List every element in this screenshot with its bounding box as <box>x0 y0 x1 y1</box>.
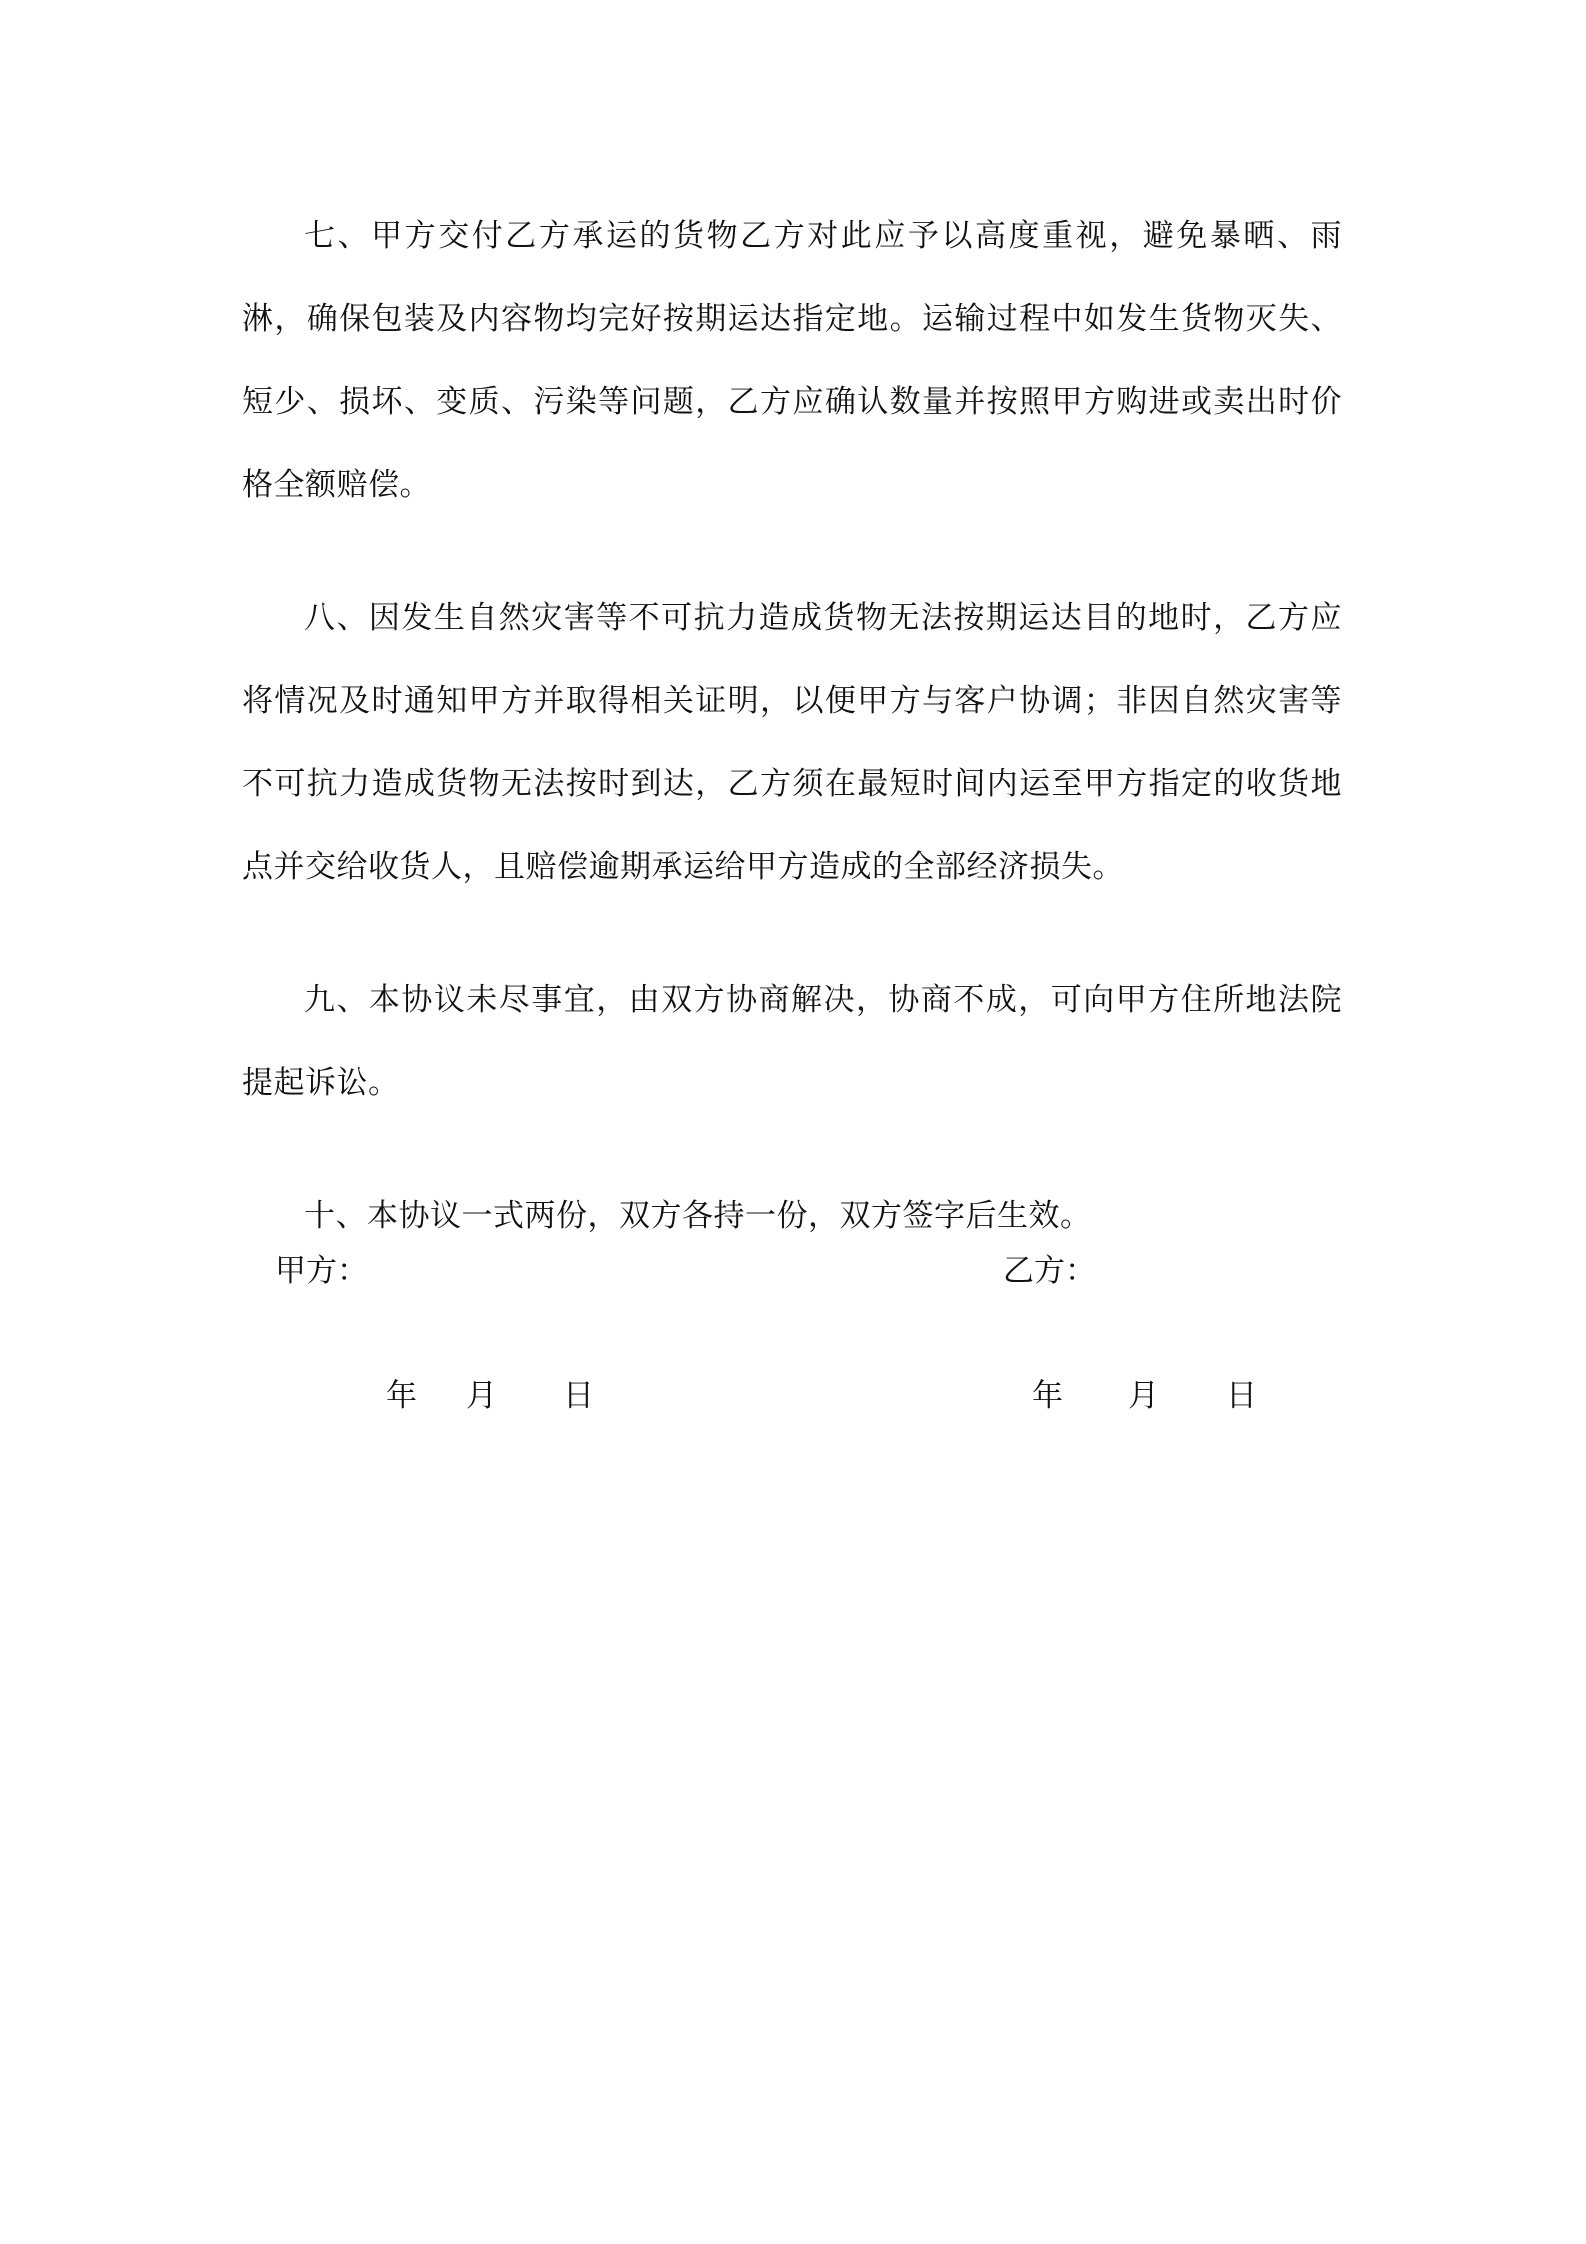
party-a-day: 日 <box>563 1378 594 1414</box>
signature-row <box>0 1245 1586 1305</box>
party-b-day: 日 <box>1226 1378 1257 1414</box>
party-b-label: 乙方： <box>1003 1253 1096 1289</box>
party-a-month: 月 <box>466 1378 497 1414</box>
clause-7: 七、甲方交付乙方承运的货物乙方对此应予以高度重视，避免暴晒、雨淋，确保包装及内容物均完好按期运达指定地。运输过程中如发生货物灭失、短少、损坏、变质、污染等问题，乙方应确认数量并按照甲方购进或卖出时价格全额赔偿。 <box>242 218 1342 503</box>
date-row <box>0 1370 1586 1430</box>
party-a-year: 年 <box>386 1378 417 1414</box>
clause-10: 十、本协议一式两份，双方各持一份，双方签字后生效。 <box>304 1198 1092 1234</box>
clause-9: 九、本协议未尽事宜，由双方协商解决，协商不成，可向甲方住所地法院提起诉讼。 <box>242 982 1342 1101</box>
party-b-year: 年 <box>1032 1378 1063 1414</box>
clause-8: 八、因发生自然灾害等不可抗力造成货物无法按期运达目的地时，乙方应将情况及时通知甲方并取得相关证明，以便甲方与客户协调；非因自然灾害等不可抗力造成货物无法按时到达，乙方须在最短时间内运至甲方指定的收货地点并交给收货人，且赔偿逾期承运给甲方造成的全部经济损失。 <box>242 600 1342 885</box>
clauses-container <box>242 195 1342 1308</box>
party-a-label: 甲方： <box>275 1253 368 1289</box>
party-b-month: 月 <box>1128 1378 1159 1414</box>
